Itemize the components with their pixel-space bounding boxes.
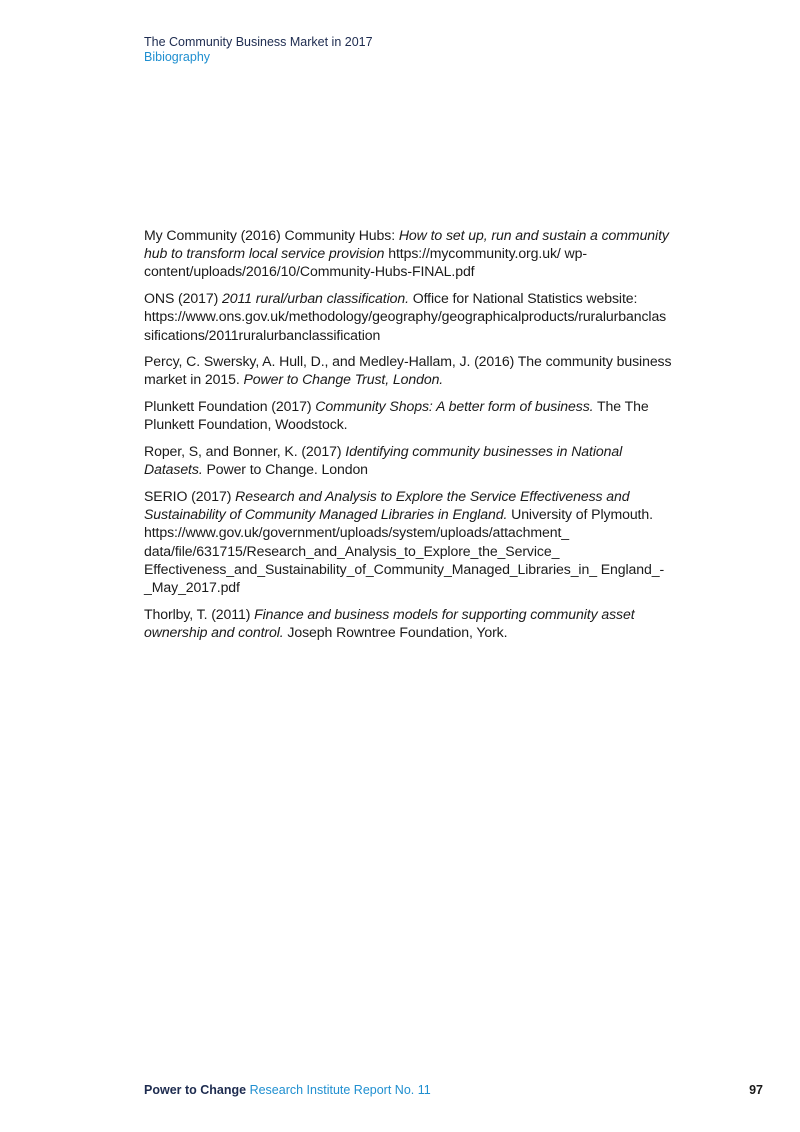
entry-title: 2011 rural/urban classification. <box>222 290 409 307</box>
entry-text: ONS (2017) <box>144 290 223 307</box>
entry-text: My Community (2016) Community Hubs: <box>144 227 399 243</box>
entry-text: Thorlby, T. (2011) <box>144 605 255 622</box>
entry-text: Percy, C. Swersky, A. Hull, D., and Medley-Hallam, J. (2016) The community business market in 2015. <box>144 353 672 388</box>
bibliography-entry <box>144 487 672 596</box>
entry-title: Identifying community businesses in National Datasets. <box>144 443 623 478</box>
section-name: Bibiography <box>144 50 211 64</box>
entry-text: Roper, S, and Bonner, K. (2017) <box>144 443 346 460</box>
entry-title: Community Shops: A better form of business. <box>315 398 594 415</box>
bibliography-entry <box>144 397 672 433</box>
bibliography-entry <box>144 289 672 344</box>
entry-text: SERIO (2017) <box>144 487 236 504</box>
running-header <box>144 35 373 65</box>
bibliography-entry <box>144 605 672 641</box>
entry-title: Power to Change Trust, London. <box>243 371 444 388</box>
entry-text: Power to Change. London <box>202 461 368 478</box>
footer-org: Power to Change <box>144 1083 247 1097</box>
entry-text: https://mycommunity.org.uk/ wp-content/uploads/2016/10/Community-Hubs-FINAL.pdf <box>144 245 587 280</box>
bibliography-entry <box>144 226 672 281</box>
bibliography-list <box>144 226 672 650</box>
entry-text: University of Plymouth. https://www.gov.uk/government/uploads/system/uploads/attachment_ data/file/631715/Research_and_Analysis_to_Explore_the_Service_ Effectiveness_and_Sustainability_of_Community_Managed_Libraries_in_ England_-_May_2017.pdf <box>144 506 665 595</box>
entry-text: The The Plunkett Foundation, Woodstock. <box>144 398 649 433</box>
page-footer <box>144 1083 763 1098</box>
footer-report-title: Research Institute Report No. 11 <box>249 1083 431 1097</box>
bibliography-entry <box>144 442 672 478</box>
bibliography-entry <box>144 352 672 388</box>
entry-title: Research and Analysis to Explore the Service Effectiveness and Sustainability of Community Managed Libraries in England. <box>144 487 630 523</box>
entry-title: How to set up, run and sustain a community hub to transform local service provision <box>144 227 669 262</box>
entry-text: Office for National Statistics website: https://www.ons.gov.uk/methodology/geography/geographicalproducts/ruralurbanclassifications/2011ruralurbanclassification <box>144 290 667 343</box>
document-title: The Community Business Market in 2017 <box>144 35 373 49</box>
entry-text: Plunkett Foundation (2017) <box>144 398 316 415</box>
entry-text: Joseph Rowntree Foundation, York. <box>283 623 508 640</box>
entry-title: Finance and business models for supporting community asset ownership and control. <box>144 605 635 640</box>
page-number: 97 <box>749 1083 763 1097</box>
